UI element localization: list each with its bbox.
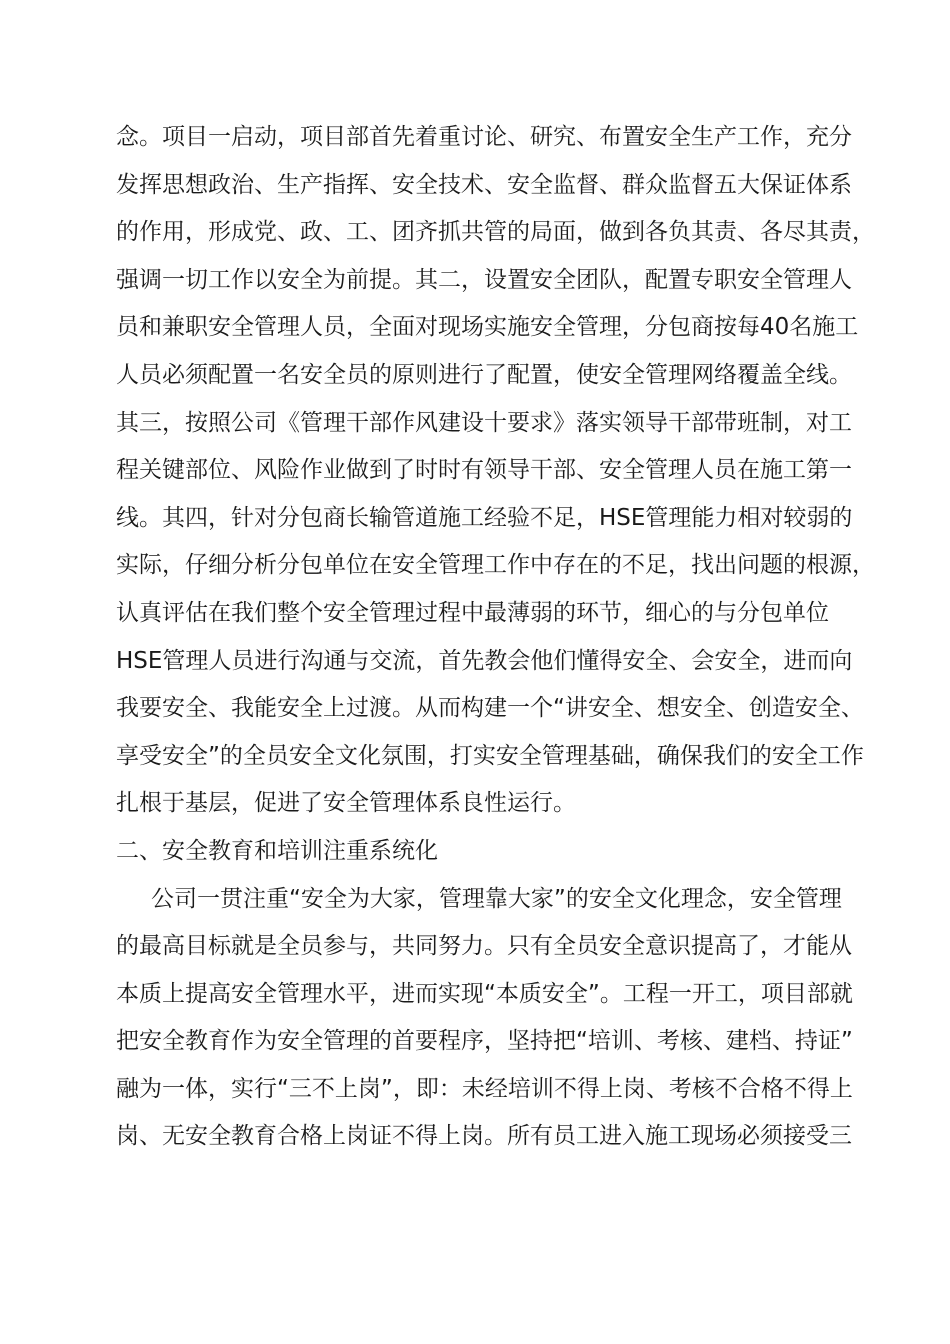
text-line: 融为一体，实行“三不上岗”，即：未经培训不得上岗、考核不合格不得上 — [116, 1075, 853, 1102]
section-heading: 二、安全教育和培训注重系统化 — [116, 837, 438, 864]
document-body — [116, 114, 875, 1161]
text-line: 认真评估在我们整个安全管理过程中最薄弱的环节，细心的与分包单位 — [116, 599, 829, 626]
text-line: 人员必须配置一名安全员的原则进行了配置，使安全管理网络覆盖全线。 — [116, 361, 852, 388]
text-line: 念。项目一启动，项目部首先着重讨论、研究、布置安全生产工作，充分 — [116, 124, 852, 150]
text-line: 本质上提高安全管理水平，进而实现“本质安全”。工程一开工，项目部就 — [116, 980, 853, 1007]
text-line: 发挥思想政治、生产指挥、安全技术、安全监督、群众监督五大保证体系 — [116, 171, 852, 198]
text-line: 的作用，形成党、政、工、团齐抓共管的局面，做到各负其责、各尽其责， — [116, 219, 875, 246]
text-line: 其三，按照公司《管理干部作风建设十要求》落实领导干部带班制，对工 — [116, 409, 852, 436]
text-line: 享受安全”的全员安全文化氛围，打实安全管理基础，确保我们的安全工作 — [116, 742, 864, 769]
text-line: 线。其四，针对分包商长输管道施工经验不足，HSE管理能力相对较弱的 — [116, 504, 853, 531]
text-line: HSE管理人员进行沟通与交流，首先教会他们懂得安全、会安全，进而向 — [116, 647, 853, 674]
text-line: 岗、无安全教育合格上岗证不得上岗。所有员工进入施工现场必须接受三 — [116, 1123, 852, 1150]
text-line: 强调一切工作以安全为前提。其二，设置安全团队，配置专职安全管理人 — [116, 266, 852, 293]
text-line: 的最高目标就是全员参与，共同努力。只有全员安全意识提高了，才能从 — [116, 933, 852, 960]
text-line: 把安全教育作为安全管理的首要程序，坚持把“培训、考核、建档、持证” — [116, 1028, 853, 1055]
text-line: 员和兼职安全管理人员，全面对现场实施安全管理，分包商按每40名施工 — [116, 314, 859, 341]
text-line: 实际，仔细分析分包单位在安全管理工作中存在的不足，找出问题的根源， — [116, 552, 875, 579]
text-line: 公司一贯注重“安全为大家，管理靠大家”的安全文化理念，安全管理 — [151, 885, 842, 912]
text-line: 我要安全、我能安全上过渡。从而构建一个“讲安全、想安全、创造安全、 — [116, 695, 864, 722]
text-line: 扎根于基层，促进了安全管理体系良性运行。 — [116, 790, 576, 817]
text-line: 程关键部位、风险作业做到了时时有领导干部、安全管理人员在施工第一 — [116, 457, 852, 484]
